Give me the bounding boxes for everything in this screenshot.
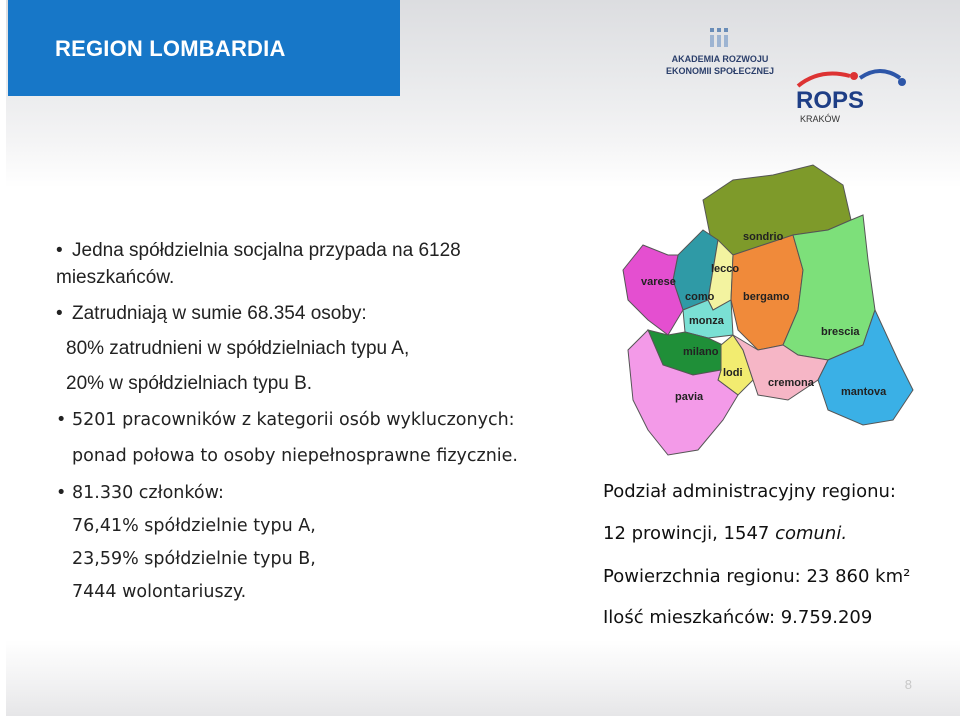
label-monza: monza — [689, 315, 724, 327]
bullet-2-line-2: 80% zatrudnieni w spółdzielniach typu A, — [66, 338, 410, 359]
label-sondrio: sondrio — [743, 231, 784, 243]
label-varese: varese — [641, 276, 676, 288]
lombardy-map — [613, 160, 939, 460]
label-mantova: mantova — [841, 386, 887, 398]
bullet-4-line-1: • 81.330 członków: — [56, 483, 224, 503]
facts-line-1: Podział administracyjny regionu: — [603, 481, 896, 502]
bullet-2-line-1: • Zatrudniają w sumie 68.354 osoby: — [56, 303, 367, 324]
label-milano: milano — [683, 346, 719, 358]
label-bergamo: bergamo — [743, 291, 790, 303]
label-cremona: cremona — [768, 377, 814, 389]
bullet-dot: • — [56, 410, 67, 430]
region-varese — [623, 245, 683, 335]
akademia-line2: EKONOMII SPOŁECZNEJ — [665, 66, 775, 76]
bullet-dot: • — [56, 483, 67, 503]
facts-line-3: Powierzchnia regionu: 23 860 km² — [603, 566, 911, 587]
facts-line-2: 12 prowincji, 1547 comuni. — [603, 523, 848, 544]
bullet-2-line-3: 20% w spółdzielniach typu B. — [66, 373, 313, 394]
label-pavia: pavia — [675, 391, 704, 403]
page-number: 8 — [904, 677, 912, 692]
bullet-3-line-2: ponad połowa to osoby niepełnosprawne fizycznie. — [72, 446, 518, 466]
bullet-1-line-2: mieszkańców. — [56, 267, 175, 288]
bullet-dot: • — [56, 240, 63, 261]
label-lecco: lecco — [711, 263, 740, 275]
bullet-dot: • — [56, 303, 63, 324]
facts-line-4: Ilość mieszkańców: 9.759.209 — [603, 607, 873, 628]
rops-main-text: ROPS — [796, 87, 865, 114]
footer-band — [6, 640, 960, 716]
label-lodi: lodi — [723, 367, 743, 379]
label-brescia: brescia — [821, 326, 860, 338]
rops-logo — [790, 64, 930, 128]
bullet-4-line-2: 76,41% spółdzielnie typu A, — [72, 516, 316, 536]
bullet-4-line-3: 23,59% spółdzielnie typu B, — [72, 549, 316, 569]
akademia-line1: AKADEMIA ROZWOJU — [671, 54, 769, 64]
slide-title: REGION LOMBARDIA — [55, 36, 286, 61]
label-como: como — [685, 291, 715, 303]
rops-sub-text: KRAKÓW — [800, 114, 841, 124]
bullet-3-line-1: • 5201 pracowników z kategorii osób wykluczonych: — [56, 410, 515, 430]
bullet-1-line-1: • Jedna spółdzielnia socjalna przypada na 6128 — [56, 240, 461, 261]
bullet-4-line-4: 7444 wolontariuszy. — [72, 582, 247, 602]
akademia-logo — [650, 24, 790, 94]
